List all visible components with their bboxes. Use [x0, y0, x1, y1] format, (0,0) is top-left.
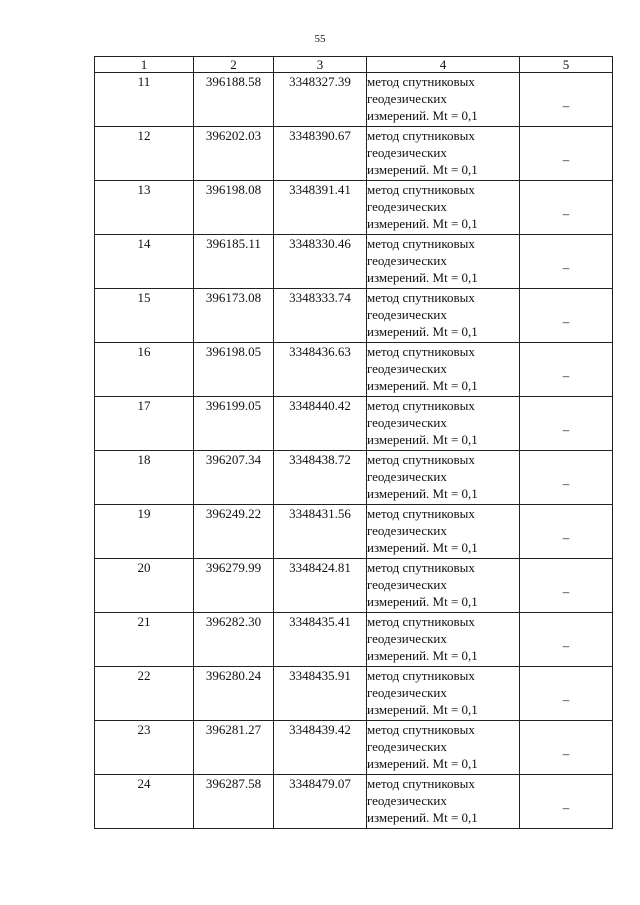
- table-row: [95, 721, 613, 775]
- method-line: геодезических: [367, 523, 447, 538]
- empty-value-dash: –: [562, 260, 570, 275]
- method-line: геодезических: [367, 415, 447, 430]
- method-cell: [367, 235, 520, 289]
- x-coordinate-cell: 396249.22: [194, 505, 274, 559]
- method-line: метод спутниковых: [367, 182, 475, 197]
- empty-value-dash: –: [562, 152, 570, 167]
- column-5-cell: [520, 397, 613, 451]
- y-coordinate-cell: 3348435.41: [274, 613, 367, 667]
- method-cell: [367, 613, 520, 667]
- point-number-cell: 13: [95, 181, 194, 235]
- method-line: геодезических: [367, 631, 447, 646]
- empty-value-dash: –: [562, 530, 570, 545]
- method-cell: [367, 721, 520, 775]
- x-coordinate-cell: 396279.99: [194, 559, 274, 613]
- method-line: метод спутниковых: [367, 128, 475, 143]
- y-coordinate-cell: 3348435.91: [274, 667, 367, 721]
- column-header-4: 4: [367, 57, 520, 73]
- y-coordinate-cell: 3348438.72: [274, 451, 367, 505]
- method-line: геодезических: [367, 685, 447, 700]
- point-number-cell: 24: [95, 775, 194, 829]
- y-coordinate-cell: 3348439.42: [274, 721, 367, 775]
- table-row: [95, 127, 613, 181]
- method-line: метод спутниковых: [367, 74, 475, 89]
- method-line: геодезических: [367, 793, 447, 808]
- method-line: измерений. Mt = 0,1: [367, 378, 478, 393]
- x-coordinate-cell: 396281.27: [194, 721, 274, 775]
- method-cell: [367, 343, 520, 397]
- method-cell: [367, 451, 520, 505]
- table-row: [95, 397, 613, 451]
- method-line: измерений. Mt = 0,1: [367, 756, 478, 771]
- x-coordinate-cell: 396207.34: [194, 451, 274, 505]
- table-row: [95, 775, 613, 829]
- column-5-cell: [520, 613, 613, 667]
- method-line: измерений. Mt = 0,1: [367, 486, 478, 501]
- empty-value-dash: –: [562, 476, 570, 491]
- table-row: [95, 451, 613, 505]
- method-line: измерений. Mt = 0,1: [367, 702, 478, 717]
- point-number-cell: 14: [95, 235, 194, 289]
- method-line: геодезических: [367, 469, 447, 484]
- column-5-cell: [520, 289, 613, 343]
- empty-value-dash: –: [562, 314, 570, 329]
- method-line: геодезических: [367, 577, 447, 592]
- y-coordinate-cell: 3348436.63: [274, 343, 367, 397]
- column-header-3: 3: [274, 57, 367, 73]
- empty-value-dash: –: [562, 584, 570, 599]
- empty-value-dash: –: [562, 98, 570, 113]
- method-line: измерений. Mt = 0,1: [367, 270, 478, 285]
- column-5-cell: [520, 505, 613, 559]
- point-number-cell: 18: [95, 451, 194, 505]
- method-line: метод спутниковых: [367, 776, 475, 791]
- x-coordinate-cell: 396282.30: [194, 613, 274, 667]
- point-number-cell: 22: [95, 667, 194, 721]
- table-header-row: [95, 57, 613, 73]
- method-line: измерений. Mt = 0,1: [367, 108, 478, 123]
- column-5-cell: [520, 451, 613, 505]
- method-line: измерений. Mt = 0,1: [367, 648, 478, 663]
- coordinates-table: [94, 56, 613, 829]
- method-cell: [367, 397, 520, 451]
- x-coordinate-cell: 396280.24: [194, 667, 274, 721]
- column-5-cell: [520, 667, 613, 721]
- y-coordinate-cell: 3348391.41: [274, 181, 367, 235]
- method-cell: [367, 505, 520, 559]
- method-cell: [367, 289, 520, 343]
- method-line: метод спутниковых: [367, 236, 475, 251]
- point-number-cell: 11: [95, 73, 194, 127]
- empty-value-dash: –: [562, 800, 570, 815]
- point-number-cell: 23: [95, 721, 194, 775]
- table-row: [95, 559, 613, 613]
- point-number-cell: 15: [95, 289, 194, 343]
- method-line: метод спутниковых: [367, 668, 475, 683]
- y-coordinate-cell: 3348479.07: [274, 775, 367, 829]
- point-number-cell: 12: [95, 127, 194, 181]
- method-line: геодезических: [367, 145, 447, 160]
- column-header-1: 1: [95, 57, 194, 73]
- x-coordinate-cell: 396202.03: [194, 127, 274, 181]
- empty-value-dash: –: [562, 692, 570, 707]
- method-line: метод спутниковых: [367, 506, 475, 521]
- table-row: [95, 343, 613, 397]
- y-coordinate-cell: 3348330.46: [274, 235, 367, 289]
- method-cell: [367, 127, 520, 181]
- method-line: измерений. Mt = 0,1: [367, 540, 478, 555]
- column-5-cell: [520, 559, 613, 613]
- column-5-cell: [520, 343, 613, 397]
- y-coordinate-cell: 3348390.67: [274, 127, 367, 181]
- x-coordinate-cell: 396198.08: [194, 181, 274, 235]
- point-number-cell: 20: [95, 559, 194, 613]
- method-cell: [367, 181, 520, 235]
- method-line: геодезических: [367, 361, 447, 376]
- table-row: [95, 667, 613, 721]
- method-line: геодезических: [367, 91, 447, 106]
- method-line: измерений. Mt = 0,1: [367, 432, 478, 447]
- column-header-5: 5: [520, 57, 613, 73]
- method-line: метод спутниковых: [367, 614, 475, 629]
- empty-value-dash: –: [562, 368, 570, 383]
- x-coordinate-cell: 396173.08: [194, 289, 274, 343]
- y-coordinate-cell: 3348327.39: [274, 73, 367, 127]
- method-line: измерений. Mt = 0,1: [367, 810, 478, 825]
- method-line: метод спутниковых: [367, 398, 475, 413]
- method-line: метод спутниковых: [367, 722, 475, 737]
- method-cell: [367, 73, 520, 127]
- empty-value-dash: –: [562, 206, 570, 221]
- method-cell: [367, 667, 520, 721]
- y-coordinate-cell: 3348333.74: [274, 289, 367, 343]
- y-coordinate-cell: 3348424.81: [274, 559, 367, 613]
- method-line: метод спутниковых: [367, 560, 475, 575]
- column-header-2: 2: [194, 57, 274, 73]
- method-line: измерений. Mt = 0,1: [367, 324, 478, 339]
- method-line: метод спутниковых: [367, 290, 475, 305]
- empty-value-dash: –: [562, 422, 570, 437]
- point-number-cell: 17: [95, 397, 194, 451]
- column-5-cell: [520, 127, 613, 181]
- table-row: [95, 73, 613, 127]
- y-coordinate-cell: 3348440.42: [274, 397, 367, 451]
- x-coordinate-cell: 396185.11: [194, 235, 274, 289]
- method-line: геодезических: [367, 739, 447, 754]
- column-5-cell: [520, 181, 613, 235]
- column-5-cell: [520, 73, 613, 127]
- method-cell: [367, 775, 520, 829]
- method-cell: [367, 559, 520, 613]
- method-line: метод спутниковых: [367, 452, 475, 467]
- method-line: измерений. Mt = 0,1: [367, 216, 478, 231]
- method-line: измерений. Mt = 0,1: [367, 594, 478, 609]
- table-row: [95, 289, 613, 343]
- method-line: геодезических: [367, 307, 447, 322]
- page-number: 55: [314, 33, 326, 45]
- x-coordinate-cell: 396199.05: [194, 397, 274, 451]
- column-5-cell: [520, 235, 613, 289]
- column-5-cell: [520, 775, 613, 829]
- table-row: [95, 613, 613, 667]
- table-row: [95, 505, 613, 559]
- method-line: метод спутниковых: [367, 344, 475, 359]
- point-number-cell: 19: [95, 505, 194, 559]
- column-5-cell: [520, 721, 613, 775]
- method-line: геодезических: [367, 199, 447, 214]
- table-row: [95, 181, 613, 235]
- x-coordinate-cell: 396287.58: [194, 775, 274, 829]
- empty-value-dash: –: [562, 638, 570, 653]
- point-number-cell: 16: [95, 343, 194, 397]
- table-body: [95, 73, 613, 829]
- empty-value-dash: –: [562, 746, 570, 761]
- x-coordinate-cell: 396188.58: [194, 73, 274, 127]
- method-line: измерений. Mt = 0,1: [367, 162, 478, 177]
- method-line: геодезических: [367, 253, 447, 268]
- x-coordinate-cell: 396198.05: [194, 343, 274, 397]
- point-number-cell: 21: [95, 613, 194, 667]
- y-coordinate-cell: 3348431.56: [274, 505, 367, 559]
- table-row: [95, 235, 613, 289]
